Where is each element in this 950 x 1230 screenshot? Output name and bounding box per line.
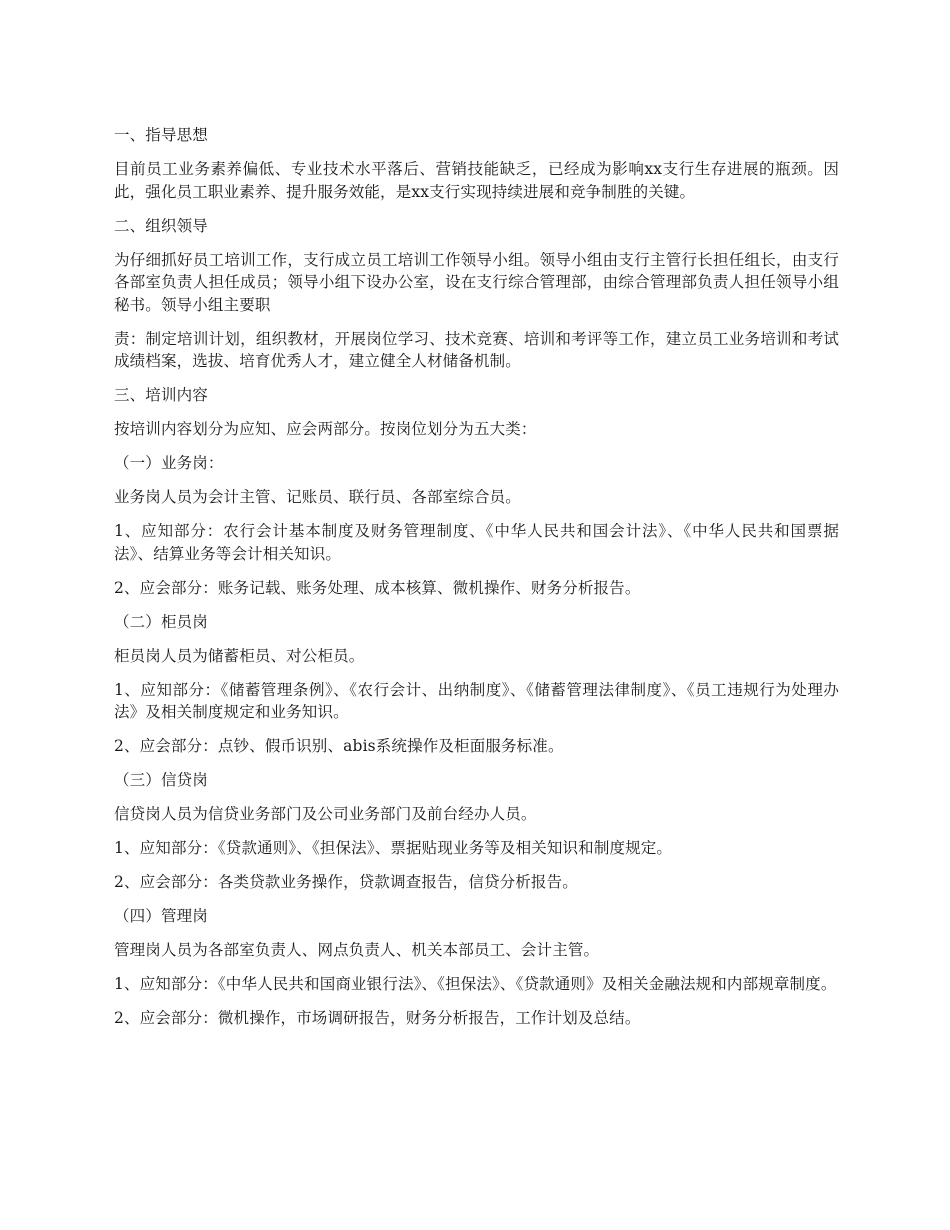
paragraph-organization: 为仔细抓好员工培训工作，支行成立员工培训工作领导小组。领导小组由支行主管行长担任组长，由支行各部室负责人担任成员；领导小组下设办公室，设在支行综合管理部，由综合管理部负责人担任领导小组秘书。领导小组主要职 — [114, 250, 839, 314]
paragraph-teller-skills: 2、应会部分：点钞、假币识别、abis系统操作及柜面服务标准。 — [114, 737, 564, 755]
paragraph-training-division: 按培训内容划分为应知、应会两部分。按岗位划分为五大类： — [114, 420, 537, 438]
section-heading-guiding-thought: 一、指导思想 — [114, 126, 208, 144]
paragraph-responsibilities: 责：制定培训计划，组织教材，开展岗位学习、技术竞赛、培训和考评等工作，建立员工业务培训和考试成绩档案，选拔、培育优秀人才，建立健全人材储备机制。 — [114, 329, 839, 370]
subheading-teller-post: （二）柜员岗 — [114, 612, 208, 631]
section-heading-training-content: 三、培训内容 — [114, 386, 208, 404]
paragraph-business-staff: 业务岗人员为会计主管、记账员、联行员、各部室综合员。 — [114, 488, 521, 506]
subheading-business-post: （一）业务岗： — [114, 454, 224, 472]
paragraph-business-knowledge: 1、应知部分：农行会计基本制度及财务管理制度、《中华人民共和国会计法》、《中华人民共和国票据法》、结算业务等会计相关知识。 — [114, 522, 839, 563]
paragraph-business-skills: 2、应会部分：账务记载、账务处理、成本核算、微机操作、财务分析报告。 — [114, 578, 641, 597]
paragraph-management-skills: 2、应会部分：微机操作，市场调研报告，财务分析报告，工作计划及总结。 — [114, 1009, 641, 1027]
paragraph-teller-staff: 柜员岗人员为储蓄柜员、对公柜员。 — [114, 646, 365, 665]
section-heading-organization: 二、组织领导 — [114, 216, 208, 235]
document-body — [114, 124, 839, 1041]
paragraph-management-staff: 管理岗人员为各部室负责人、网点负责人、机关本部员工、会计主管。 — [114, 941, 600, 959]
paragraph-management-knowledge: 1、应知部分：《中华人民共和国商业银行法》、《担保法》、《贷款通则》及相关金融法规和内部规章制度。 — [114, 975, 837, 993]
paragraph-teller-knowledge: 1、应知部分：《储蓄管理条例》、《农行会计、出纳制度》、《储蓄管理法律制度》、《员工违规行为处理办法》及相关制度规定和业务知识。 — [114, 680, 839, 721]
subheading-credit-post: （三）信贷岗 — [114, 771, 208, 789]
paragraph-guiding-thought: 目前员工业务素养偏低、专业技术水平落后、营销技能缺乏，已经成为影响xx支行生存进展的瓶颈。因此，强化员工职业素养、提升服务效能，是xx支行实现持续进展和竞争制胜的关键。 — [114, 160, 839, 201]
paragraph-credit-knowledge: 1、应知部分：《贷款通则》、《担保法》、票据贴现业务等及相关知识和制度规定。 — [114, 839, 673, 857]
paragraph-credit-skills: 2、应会部分：各类贷款业务操作，贷款调查报告，信贷分析报告。 — [114, 873, 578, 891]
paragraph-credit-staff: 信贷岗人员为信贷业务部门及公司业务部门及前台经办人员。 — [114, 805, 537, 823]
subheading-management-post: （四）管理岗 — [114, 907, 208, 925]
